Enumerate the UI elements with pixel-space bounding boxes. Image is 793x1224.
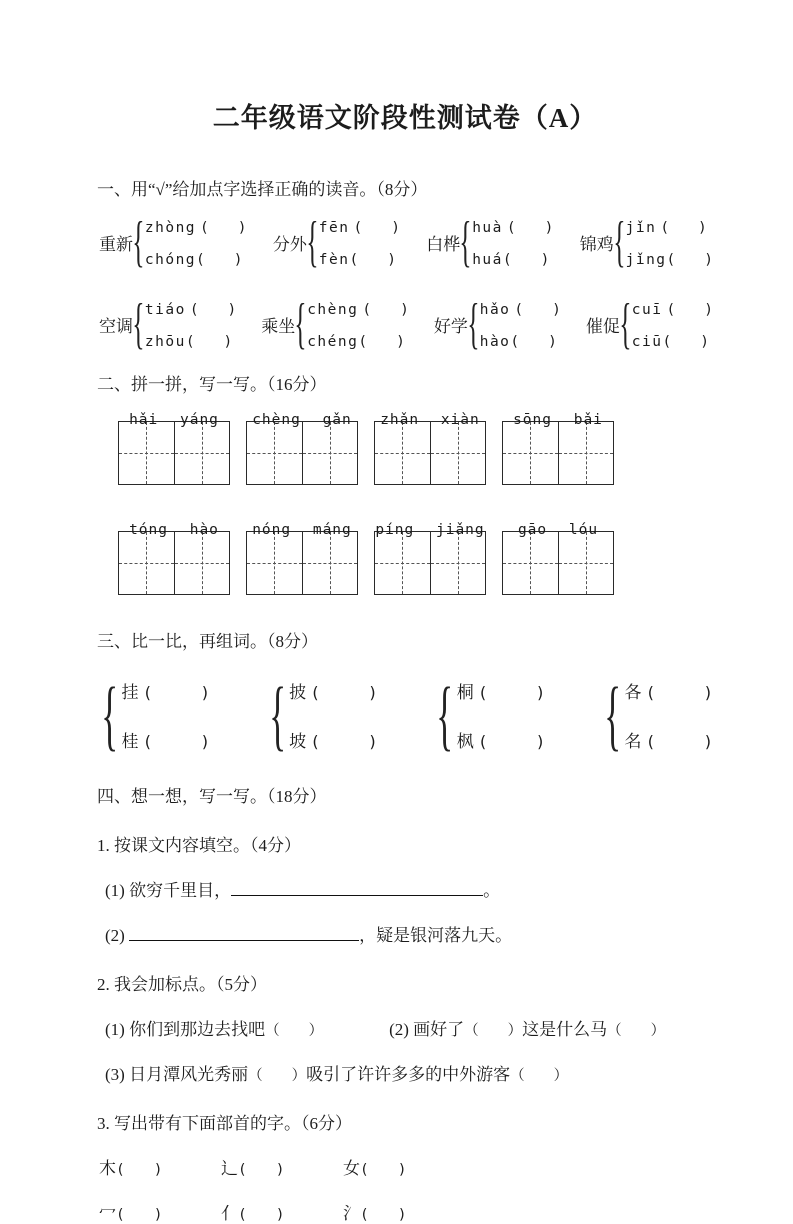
pinyin-text: tiáo [144, 301, 186, 318]
pronunciation-item [426, 211, 554, 273]
answer-paren: ( ) [360, 1207, 407, 1223]
pinyin-text: hào [479, 333, 511, 350]
word-label: 白桦 [426, 234, 461, 254]
answer-paren: （ ） [464, 1023, 523, 1039]
pair-column [289, 678, 378, 752]
pair-column [121, 678, 210, 752]
radical-item [221, 1199, 343, 1224]
word-label: 乘坐 [261, 316, 296, 336]
pronunciation-item [272, 211, 400, 273]
item-text: (3) 日月潭风光秀丽 [105, 1065, 249, 1084]
answer-paren: ( ) [142, 683, 210, 702]
radical-character: 氵 [343, 1204, 360, 1223]
answer-paren: ( ) [360, 1162, 407, 1178]
pinyin-label: píng jiǎng [375, 522, 485, 538]
writing-cell [247, 422, 302, 484]
word-label: 好学 [433, 316, 468, 336]
character: 枫 [456, 732, 474, 751]
answer-paren: ( ) [666, 251, 713, 268]
pinyin-label: gāo lóu [517, 522, 599, 538]
word-label: 锦鸡 [579, 234, 614, 254]
pinyin-option [145, 216, 247, 237]
answer-paren: ( ) [238, 1207, 285, 1223]
pinyin-option [626, 248, 713, 269]
pinyin-text: zhōu [144, 333, 186, 350]
character: 桐 [456, 683, 474, 702]
writing-cell [430, 422, 486, 484]
pair-word [289, 727, 378, 752]
character: 各 [624, 683, 642, 702]
pinyin-option [472, 248, 553, 269]
left-brace-icon: { [467, 293, 480, 355]
pair-column [624, 678, 713, 752]
answer-paren: ( ) [142, 732, 210, 751]
pair-word [121, 727, 210, 752]
writing-cell [174, 422, 230, 484]
word-label: 空调 [99, 316, 133, 336]
pair-word [121, 678, 210, 703]
writing-grid [246, 412, 358, 485]
punctuation-line-2 [105, 1060, 713, 1085]
character: 名 [624, 732, 642, 751]
writing-cell [119, 422, 174, 484]
radical-character: 木 [99, 1159, 116, 1178]
left-brace-icon: { [132, 211, 145, 273]
pinyin-option [632, 298, 713, 319]
radical-character: 女 [343, 1159, 360, 1178]
pinyin-option [626, 216, 713, 237]
pinyin-text: cuī [631, 301, 663, 318]
pronunciation-item [585, 293, 713, 355]
pinyin-options [319, 216, 400, 269]
q2-heading: 2. 我会加标点。（5分） [97, 975, 267, 994]
pinyin-options [632, 298, 713, 351]
pinyin-text: chèng [307, 301, 359, 318]
answer-paren: ( ) [506, 219, 554, 236]
answer-paren: ( ) [478, 683, 546, 702]
answer-paren: ( ) [189, 301, 237, 318]
answer-paren: ( ) [310, 732, 378, 751]
word-pair-item [602, 671, 713, 758]
pinyin-text: jǐn [625, 219, 657, 236]
character: 坡 [289, 732, 307, 751]
pinyin-option [319, 216, 400, 237]
left-brace-icon: { [604, 671, 622, 758]
pinyin-options [626, 216, 713, 269]
pinyin-option [632, 330, 713, 351]
word-pair-item [99, 671, 210, 758]
writing-grid [246, 522, 358, 595]
radical-character: 辶 [221, 1159, 238, 1178]
pair-column [457, 678, 546, 752]
pinyin-options [307, 298, 409, 351]
writing-cell [430, 532, 486, 594]
pair-word [457, 727, 546, 752]
pronunciation-row-2 [99, 293, 713, 355]
pinyin-text: huá [472, 251, 503, 268]
answer-paren: ( ) [502, 251, 550, 268]
radical-item [343, 1154, 465, 1179]
answer-paren: ( ) [353, 219, 400, 236]
character: 披 [289, 683, 307, 702]
pronunciation-item [99, 211, 247, 273]
answer-paren: ( ) [116, 1207, 163, 1223]
item-text: (2) [105, 926, 130, 945]
pinyin-text: ciū [631, 333, 663, 350]
answer-paren: ( ) [358, 333, 405, 350]
pinyin-label: hǎi yáng [129, 412, 219, 428]
writing-grid [502, 412, 614, 485]
answer-paren: （ ） [607, 1023, 666, 1039]
punctuation-item [105, 1015, 323, 1040]
radical-item [99, 1199, 221, 1224]
pinyin-option [472, 216, 553, 237]
punctuation-line-1 [105, 1015, 713, 1040]
word-pair-item [434, 671, 546, 758]
section-4-heading: 四、想一想，写一写。（18分） [97, 787, 327, 806]
answer-paren: （ ） [248, 1068, 307, 1084]
pinyin-option [145, 248, 247, 269]
character: 桂 [121, 732, 139, 751]
pinyin-text: chóng [144, 251, 197, 268]
radical-character: 冖 [99, 1204, 116, 1223]
item-text: (1) 你们到那边去找吧 [105, 1020, 266, 1039]
pronunciation-row-1 [99, 211, 713, 273]
character: 挂 [121, 683, 139, 702]
pronunciation-item [433, 293, 561, 355]
word-pairs-row [99, 671, 713, 758]
left-brace-icon: { [101, 671, 119, 758]
pronunciation-item [579, 211, 713, 273]
radical-row-1 [99, 1154, 713, 1179]
pinyin-options [480, 298, 561, 351]
writing-grid [118, 522, 230, 595]
pinyin-text: hǎo [479, 301, 511, 318]
fill-blank-item-2 [105, 921, 713, 946]
writing-cell [558, 532, 614, 594]
writing-grid-row-2 [118, 522, 713, 595]
left-brace-icon: { [459, 211, 472, 273]
item-text: 吸引了许许多多的中外游客 [306, 1065, 511, 1084]
writing-cell [302, 422, 358, 484]
pinyin-options [145, 298, 236, 351]
writing-cell [302, 532, 358, 594]
q3-heading: 3. 写出带有下面部首的字。（6分） [97, 1114, 352, 1133]
left-brace-icon: { [294, 293, 307, 355]
answer-paren: ( ) [185, 333, 233, 350]
answer-paren: ( ) [200, 219, 247, 236]
item-text: 这是什么马 [522, 1020, 608, 1039]
punctuation-item [389, 1015, 665, 1040]
answer-paren: ( ) [116, 1162, 163, 1178]
pinyin-text: fēn [318, 219, 350, 236]
answer-paren: （ ） [510, 1068, 569, 1084]
answer-paren: ( ) [238, 1162, 285, 1178]
radical-item [99, 1154, 221, 1179]
left-brace-icon: { [613, 211, 626, 273]
answer-paren: （ ） [265, 1023, 324, 1039]
pinyin-text: chéng [307, 333, 359, 350]
pinyin-label: nóng máng [252, 522, 352, 538]
left-brace-icon: { [619, 293, 632, 355]
writing-grid [118, 412, 230, 485]
radical-row-2 [99, 1199, 713, 1224]
answer-paren: ( ) [362, 301, 409, 318]
answer-paren: ( ) [666, 301, 713, 318]
answer-paren: ( ) [514, 301, 561, 318]
section-1-heading: 一、用“√”给加点字选择正确的读音。（8分） [97, 180, 428, 199]
answer-paren: ( ) [196, 251, 243, 268]
word-label: 重新 [99, 234, 133, 254]
writing-cell [503, 422, 558, 484]
section-3-heading: 三、比一比，再组词。（8分） [97, 632, 318, 651]
pinyin-option [319, 248, 400, 269]
writing-cell [247, 532, 302, 594]
pinyin-options [472, 216, 553, 269]
pinyin-option [480, 330, 561, 351]
pinyin-option [145, 330, 236, 351]
pinyin-text: zhòng [144, 219, 197, 236]
pinyin-option [307, 298, 409, 319]
writing-cell [503, 532, 558, 594]
pair-word [289, 678, 378, 703]
pair-word [624, 727, 713, 752]
writing-grid [374, 412, 486, 485]
item-text: (1) 欲穷千里目， [105, 881, 232, 900]
answer-paren: ( ) [478, 732, 546, 751]
left-brace-icon: { [436, 671, 454, 758]
answer-paren: ( ) [645, 732, 713, 751]
answer-paren: ( ) [349, 251, 396, 268]
pinyin-label: chèng gǎn [252, 412, 352, 428]
pinyin-text: jǐng [625, 251, 667, 268]
item-text: ，疑是银河落九天。 [359, 926, 513, 945]
writing-grid [374, 522, 486, 595]
item-text: 。 [483, 881, 501, 900]
pinyin-option [307, 330, 409, 351]
writing-grid [502, 522, 614, 595]
punctuation-item [105, 1065, 568, 1084]
pinyin-options [145, 216, 247, 269]
writing-cell [375, 422, 430, 484]
writing-cell [174, 532, 230, 594]
pinyin-option [480, 298, 561, 319]
left-brace-icon: { [132, 293, 145, 355]
pinyin-label: sōng bǎi [513, 412, 603, 428]
section-2-heading: 二、拼一拼，写一写。（16分） [97, 375, 327, 394]
answer-paren: ( ) [645, 683, 713, 702]
word-pair-item [267, 671, 378, 758]
left-brace-icon: { [306, 211, 319, 273]
pinyin-option [145, 298, 236, 319]
pair-word [624, 678, 713, 703]
pinyin-label: tóng hào [129, 522, 219, 538]
pinyin-text: huà [472, 219, 503, 236]
pronunciation-item [99, 293, 237, 355]
page-title: 二年级语文阶段性测试卷（A） [212, 103, 598, 133]
fill-blank-item-1 [105, 876, 713, 901]
writing-cell [375, 532, 430, 594]
answer-paren: ( ) [662, 333, 709, 350]
answer-paren: ( ) [660, 219, 707, 236]
left-brace-icon: { [268, 671, 286, 758]
writing-cell [558, 422, 614, 484]
radical-character: 亻 [221, 1204, 238, 1223]
writing-grid-row-1 [118, 412, 713, 485]
pronunciation-item [261, 293, 409, 355]
radical-item [343, 1199, 465, 1224]
word-label: 催促 [585, 316, 620, 336]
answer-blank [231, 881, 483, 896]
pair-word [457, 678, 546, 703]
item-text: (2) 画好了 [389, 1020, 465, 1039]
answer-paren: ( ) [510, 333, 557, 350]
writing-cell [119, 532, 174, 594]
pinyin-text: fèn [318, 251, 350, 268]
pinyin-label: zhǎn xiàn [380, 412, 480, 428]
word-label: 分外 [272, 234, 307, 254]
q1-heading: 1. 按课文内容填空。（4分） [97, 836, 301, 855]
answer-paren: ( ) [310, 683, 378, 702]
radical-item [221, 1154, 343, 1179]
answer-blank [129, 926, 359, 941]
